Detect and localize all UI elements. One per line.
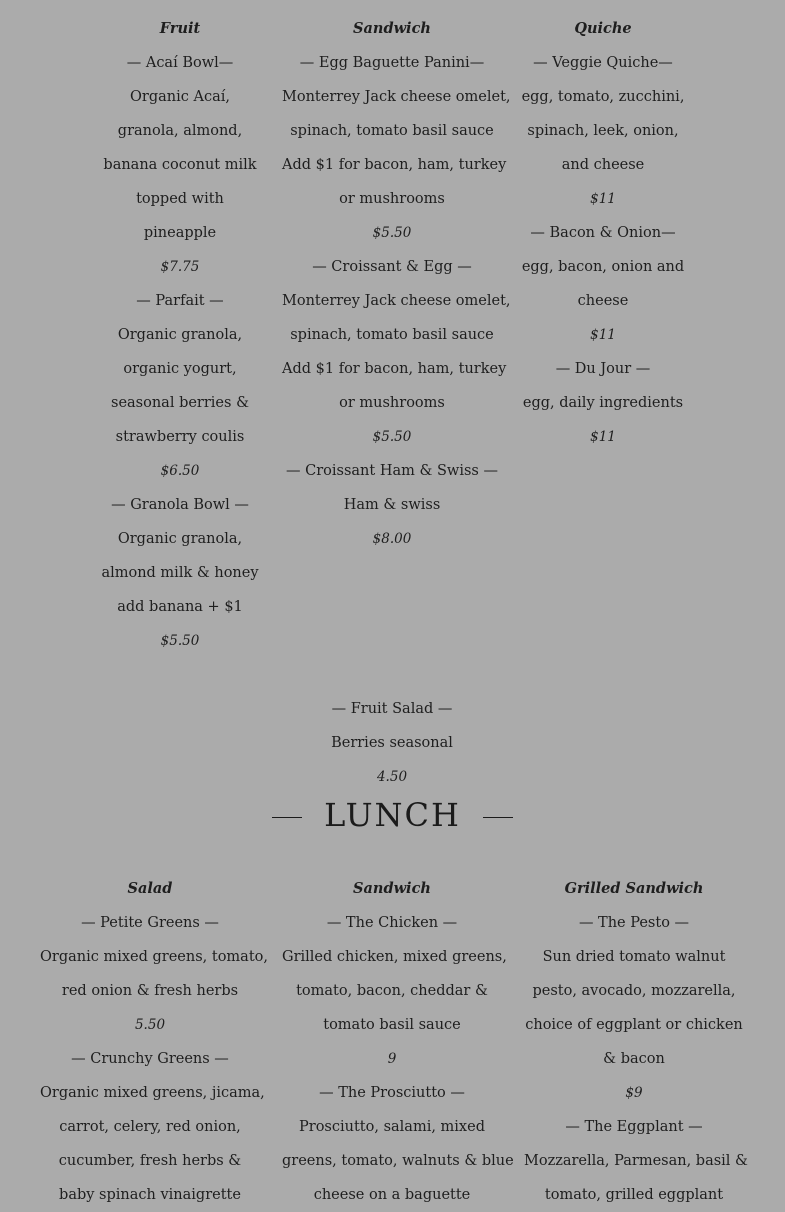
item-description: cheese: [577, 293, 629, 309]
item-description: cucumber, fresh herbs &: [58, 1153, 242, 1169]
item-description: egg, daily ingredients: [522, 395, 684, 411]
item-description: greens, tomato, walnuts & blue: [282, 1153, 514, 1169]
price-label: $5.50: [372, 225, 412, 241]
fruit-header: Fruit: [159, 20, 201, 37]
item-description: egg, bacon, onion and: [521, 259, 685, 275]
item-description: Monterrey Jack cheese omelet,: [282, 293, 511, 309]
item-name: — Acaí Bowl—: [126, 55, 234, 71]
quiche-column: [513, 12, 693, 454]
heading-rule-right: [483, 817, 513, 818]
item-description: banana coconut milk: [103, 157, 257, 173]
item-description: organic yogurt,: [123, 361, 237, 377]
fruit-salad-block: [282, 692, 502, 794]
item-description: Ham & swiss: [343, 497, 441, 513]
item-name: — Egg Baguette Panini—: [299, 55, 485, 71]
item-name: — The Pesto —: [578, 915, 690, 931]
item-description: cheese on a baguette: [313, 1187, 471, 1203]
item-description: spinach, tomato basil sauce: [290, 123, 494, 139]
item-name: — Du Jour —: [555, 361, 651, 377]
salad-header: Salad: [127, 880, 173, 897]
sandwich-items: [282, 46, 511, 556]
price-label: $11: [590, 327, 616, 343]
item-description: almond milk & honey: [101, 565, 259, 581]
fruit-salad-items: [282, 692, 502, 794]
lunch-sandwich-items: [282, 906, 514, 1212]
price-label: $11: [590, 429, 616, 445]
item-description: egg, tomato, zucchini,: [521, 89, 685, 105]
item-description: Grilled chicken, mixed greens,: [282, 949, 507, 965]
lunch-title: LUNCH: [324, 796, 461, 834]
item-description: tomato basil sauce: [323, 1017, 461, 1033]
salad-column: [40, 872, 268, 1212]
price-label: $8.00: [372, 531, 412, 547]
item-name: — Bacon & Onion—: [530, 225, 676, 241]
price-label: $9: [625, 1085, 643, 1101]
grilled-sandwich-column: [524, 872, 748, 1212]
fruit-column: [90, 12, 270, 658]
salad-items: [40, 906, 268, 1212]
item-description: Add $1 for bacon, ham, turkey: [282, 361, 507, 377]
item-description: seasonal berries &: [111, 395, 249, 411]
item-description: & bacon: [603, 1051, 665, 1067]
item-name: — Veggie Quiche—: [533, 55, 673, 71]
price-label: $5.50: [160, 633, 200, 649]
item-name: — Croissant Ham & Swiss —: [286, 463, 498, 479]
item-description: spinach, leek, onion,: [527, 123, 679, 139]
lunch-sandwich-column: [282, 872, 514, 1212]
lunch-sandwich-header: Sandwich: [353, 880, 431, 897]
quiche-header: Quiche: [574, 20, 632, 37]
item-description: choice of eggplant or chicken: [525, 1017, 743, 1033]
item-description: Prosciutto, salami, mixed: [299, 1119, 485, 1135]
price-label: 9: [387, 1051, 397, 1067]
item-description: spinach, tomato basil sauce: [290, 327, 494, 343]
heading-rule-left: [272, 817, 302, 818]
item-description: strawberry coulis: [115, 429, 245, 445]
item-description: or mushrooms: [339, 395, 445, 411]
item-description: Sun dried tomato walnut: [542, 949, 726, 965]
price-label: $7.75: [160, 259, 200, 275]
item-description: tomato, bacon, cheddar &: [296, 983, 488, 999]
price-label: $11: [590, 191, 616, 207]
item-name: — Granola Bowl —: [111, 497, 249, 513]
item-name: — Crunchy Greens —: [71, 1051, 229, 1067]
item-description: Mozzarella, Parmesan, basil &: [524, 1153, 748, 1169]
item-description: or mushrooms: [339, 191, 445, 207]
item-description: pesto, avocado, mozzarella,: [532, 983, 736, 999]
item-description: carrot, celery, red onion,: [59, 1119, 241, 1135]
sandwich-header: Sandwich: [353, 20, 431, 37]
item-description: Add $1 for bacon, ham, turkey: [282, 157, 507, 173]
item-description: Organic mixed greens, jicama,: [40, 1085, 265, 1101]
item-name: — Parfait —: [136, 293, 224, 309]
item-description: topped with: [136, 191, 224, 207]
item-name: — The Prosciutto —: [319, 1085, 465, 1101]
item-description: pineapple: [143, 225, 217, 241]
grilled-sandwich-items: [524, 906, 748, 1212]
item-description: Berries seasonal: [331, 735, 453, 751]
grilled-sandwich-header: Grilled Sandwich: [564, 880, 704, 897]
price-label: 5.50: [134, 1017, 166, 1033]
item-description: tomato, grilled eggplant: [544, 1187, 724, 1203]
item-description: Organic Acaí,: [130, 89, 230, 105]
item-description: add banana + $1: [117, 599, 243, 615]
item-name: — Fruit Salad —: [331, 701, 453, 717]
price-label: 4.50: [376, 769, 408, 785]
lunch-heading: [0, 793, 785, 837]
item-description: red onion & fresh herbs: [61, 983, 239, 999]
item-name: — The Eggplant —: [565, 1119, 703, 1135]
item-description: baby spinach vinaigrette: [59, 1187, 241, 1203]
item-name: — The Chicken —: [326, 915, 458, 931]
item-name: — Petite Greens —: [81, 915, 219, 931]
fruit-items: [90, 46, 270, 658]
sandwich-column: [282, 12, 511, 556]
item-description: Organic granola,: [117, 531, 243, 547]
item-description: granola, almond,: [117, 123, 243, 139]
item-name: — Croissant & Egg —: [312, 259, 472, 275]
item-description: Monterrey Jack cheese omelet,: [282, 89, 511, 105]
price-label: $6.50: [160, 463, 200, 479]
item-description: Organic mixed greens, tomato,: [40, 949, 268, 965]
quiche-items: [513, 46, 693, 454]
item-description: and cheese: [561, 157, 645, 173]
item-description: Organic granola,: [117, 327, 243, 343]
price-label: $5.50: [372, 429, 412, 445]
